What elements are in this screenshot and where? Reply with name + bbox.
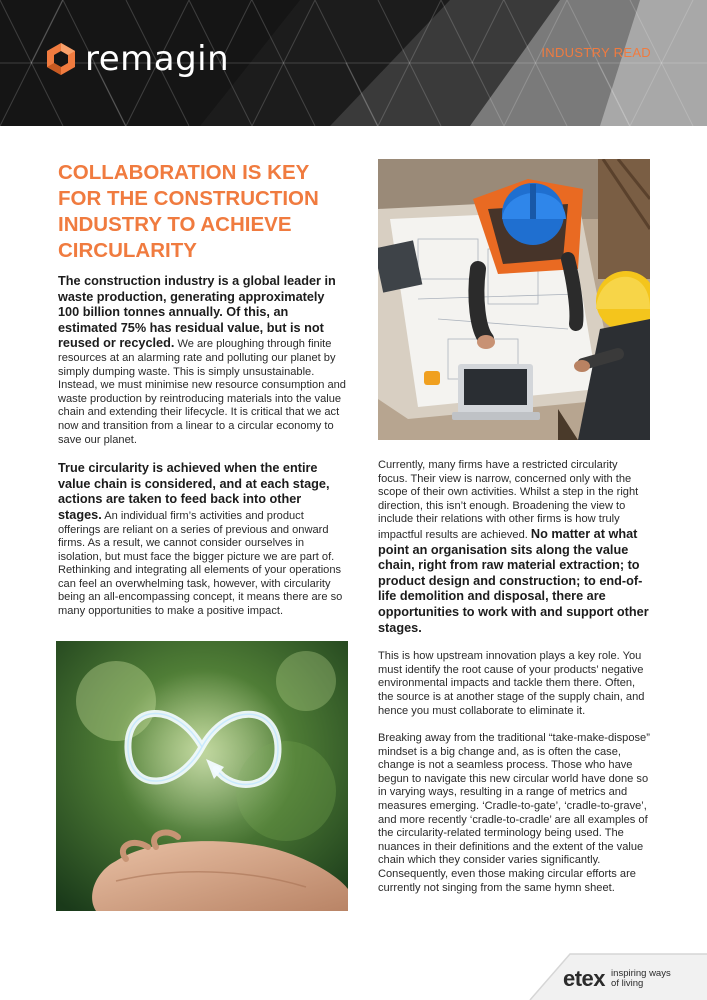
intro-lead: The construction industry is a global leader in waste production, generating approximately 100 billion tonnes annually. Of this, an estimated 75% has residual value, but is not reused or recycled. — [58, 274, 336, 351]
page-header — [0, 0, 707, 126]
restricted-focus-lead: No matter at what point an organisation sits along the value chain, right from raw material extraction; to product design and construction; to end-of-life demolition and disposal, there are opportunities to work with and support other stages. — [378, 526, 649, 635]
logo-wordmark: remagin — [85, 39, 230, 79]
title-line: FOR THE CONSTRUCTION — [58, 187, 319, 210]
etex-tagline — [611, 969, 671, 989]
tagline-line: of living — [611, 978, 644, 989]
construction-workers-photo — [378, 159, 650, 440]
hexagon-logo-icon — [46, 42, 76, 76]
paragraph-take-make-dispose: Breaking away from the traditional “take-make-dispose” mindset is a big change and, as is often the case, change is not a seamless process. Those who have begun to navigate this new circular world have done so in varying ways, resulting in a range of metrics and measures emerging. ‘Cradle-to-gate’, ‘cradle-to-grave’, and more recently ‘cradle-to-cradle’ are all examples of the circularity-related terminology being used. The nuances in their definitions and the extent of the value chain which they consider varies significantly. Consequently, even those making circular efforts are currently not singing from the same hymn sheet. — [378, 732, 650, 894]
value-chain-lead: True circularity is achieved when the entire value chain is considered, and at each stage, actions are taken to feed back into other stages. — [58, 461, 330, 522]
intro-body: We are ploughing through finite resources at an alarming rate and polluting our planet by simply dumping waste. This is simply unsustainable. Instead, we must minimise new resource consumption and waste production by reintroducing materials into the value chain and extending their lifecycle. It is critical that we act now and transition from a linear to a circular economy to save our planet. — [58, 338, 346, 446]
etex-logo[interactable] — [563, 966, 671, 992]
left-column — [58, 160, 348, 633]
paragraph-upstream-innovation: This is how upstream innovation plays a key role. You must identify the root cause of your products’ negative environmental impacts and tackle them there. Often, the source is at another stage of the supply chain, and hence you must collaborate to eliminate it. — [378, 650, 645, 717]
article-title — [58, 160, 348, 264]
title-line: COLLABORATION IS KEY — [58, 161, 310, 184]
tagline-line: inspiring ways — [611, 968, 671, 979]
title-line: INDUSTRY TO ACHIEVE — [58, 213, 292, 236]
value-chain-body: An individual firm’s activities and product offerings are reliant on a series of previous and onward firms. As a result, we cannot consider ourselves in isolation, but must face the bigger picture we are part of. Rethinking and integrating all elements of your operations can feel an overwhelming task, however, with circularity being an all-encompassing concept, it means there are so many opportunities to make a positive impact. — [58, 509, 343, 618]
paragraph-intro — [58, 274, 348, 447]
circularity-hand-photo — [56, 641, 348, 911]
title-line: CIRCULARITY — [58, 239, 197, 262]
restricted-focus-body: Currently, many firms have a restricted circularity focus. Their view is narrow, concerned only with the scope of their own activities. Whilst a step in the right direction, this isn’t enough. Broadening the view to include their relations with other firms is how truly impactful results are achieved. — [378, 459, 639, 541]
paragraph-restricted-focus — [378, 459, 650, 636]
paragraph-value-chain — [58, 461, 348, 619]
remagin-logo[interactable] — [46, 39, 230, 79]
right-column — [378, 459, 650, 909]
etex-wordmark: etex — [563, 966, 606, 991]
section-tag: INDUSTRY READ — [541, 45, 651, 60]
